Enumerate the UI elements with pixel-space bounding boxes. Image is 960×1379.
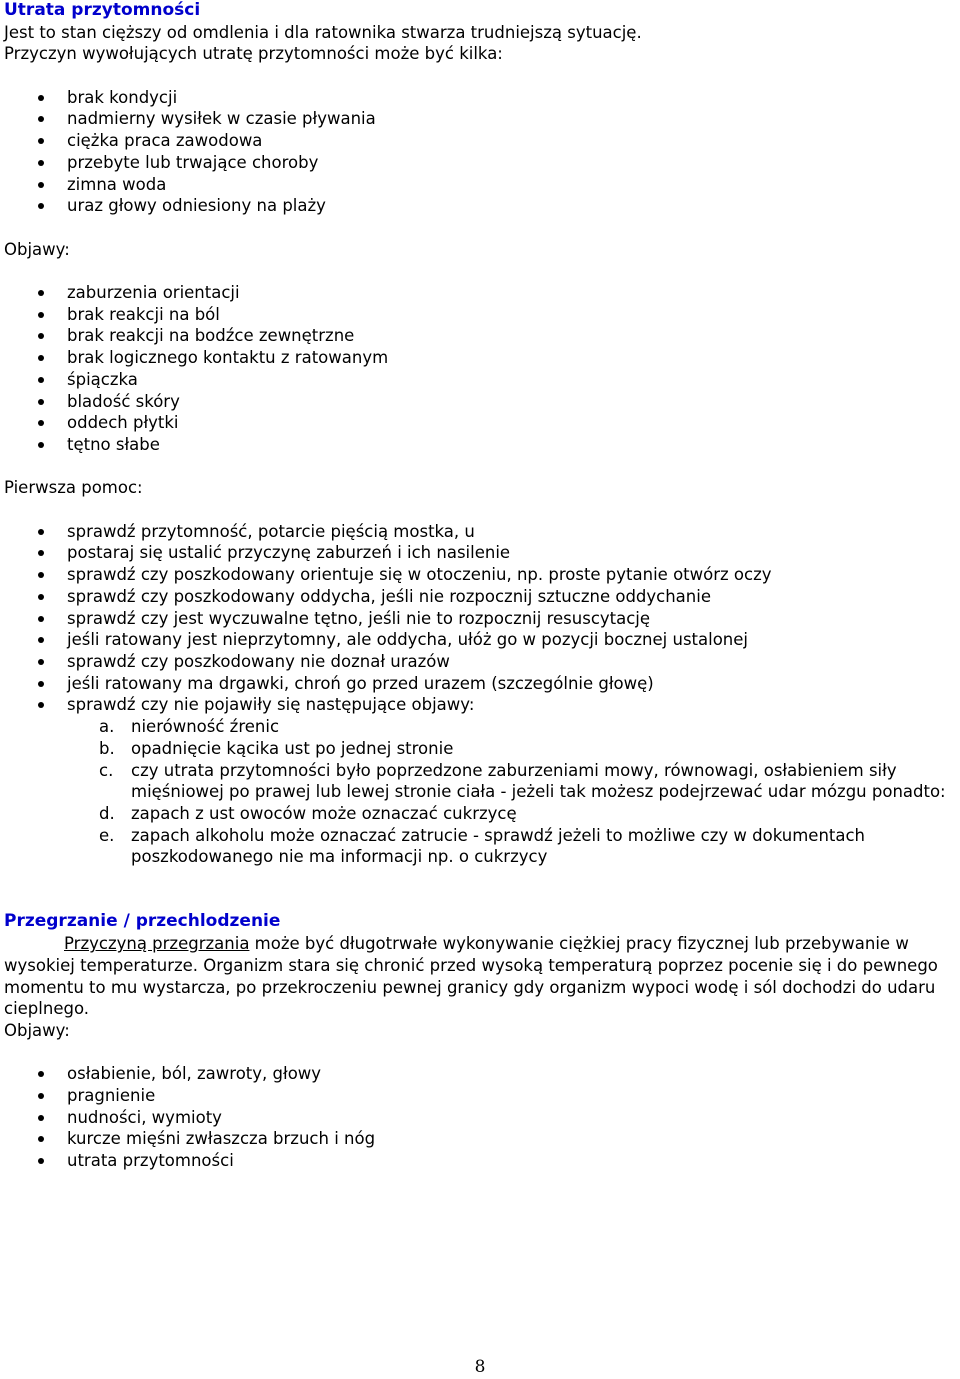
- causes-list: [4, 87, 960, 217]
- sublist-item: [4, 738, 960, 760]
- list-item: sprawdź czy jest wyczuwalne tętno, jeśli nie to rozpocznij resuscytację: [4, 608, 960, 630]
- intro-line-1: Jest to stan cięższy od omdlenia i dla ratownika stwarza trudniejszą sytuację.: [4, 22, 642, 42]
- list-item: utrata przytomności: [4, 1150, 960, 1172]
- section-title-przegrzanie: Przegrzanie / przechlodzenie: [4, 911, 281, 932]
- list-item: pragnienie: [4, 1085, 960, 1107]
- item-text: opadnięcie kącika ust po jednej stronie: [131, 738, 454, 758]
- item-letter: a.: [99, 717, 115, 737]
- list-item: zaburzenia orientacji: [4, 282, 960, 304]
- list-item: sprawdź czy poszkodowany nie doznał urazów: [4, 651, 960, 673]
- list-item: brak kondycji: [4, 87, 960, 109]
- underlined-term: Przyczyną przegrzania: [64, 934, 250, 954]
- item-text: nierówność źrenic: [131, 717, 280, 737]
- sublist-item: [4, 716, 960, 738]
- sublist-item: [4, 825, 960, 868]
- list-item: sprawdź czy nie pojawiły się następujące objawy:: [4, 694, 960, 716]
- list-item: ciężka praca zawodowa: [4, 130, 960, 152]
- symptoms-sublist: [4, 716, 960, 868]
- sublist-item: [4, 803, 960, 825]
- first-aid-list: [4, 521, 960, 716]
- list-item: sprawdź czy poszkodowany oddycha, jeśli nie rozpocznij sztuczne oddychanie: [4, 586, 960, 608]
- section-title-utrata: Utrata przytomności: [4, 0, 201, 20]
- list-item: jeśli ratowany jest nieprzytomny, ale oddycha, ułóż go w pozycji bocznej ustalonej: [4, 629, 960, 651]
- item-letter: c.: [99, 760, 114, 780]
- list-item: postaraj się ustalić przyczynę zaburzeń i ich nasilenie: [4, 542, 960, 564]
- list-item: brak reakcji na bodźce zewnętrzne: [4, 325, 960, 347]
- item-text: zapach z ust owoców może oznaczać cukrzycę: [131, 803, 517, 823]
- item-text: zapach alkoholu może oznaczać zatrucie - sprawdź jeżeli to możliwe czy w dokumentach poszkodowanego nie ma informacji np. o cukrzycy: [131, 825, 866, 867]
- symptoms-list: [4, 282, 960, 456]
- list-item: sprawdź czy poszkodowany orientuje się w otoczeniu, np. proste pytanie otwórz oczy: [4, 564, 960, 586]
- item-text: czy utrata przytomności było poprzedzone zaburzeniami mowy, równowagi, osłabieniem siły mięśniowej po prawej lub lewej stronie ciała - jeżeli tak możesz podejrzewać udar mózgu ponadto:: [131, 760, 946, 802]
- item-letter: e.: [99, 825, 115, 845]
- list-item: oddech płytki: [4, 412, 960, 434]
- list-item: jeśli ratowany ma drgawki, chroń go przed urazem (szczególnie głowę): [4, 673, 960, 695]
- document-page: [4, 0, 960, 1172]
- page-number: 8: [474, 1357, 486, 1377]
- heat-paragraph: [4, 933, 960, 1020]
- list-item: zimna woda: [4, 174, 960, 196]
- list-item: nadmierny wysiłek w czasie pływania: [4, 108, 960, 130]
- symptoms-label: Objawy:: [4, 1020, 70, 1040]
- list-item: tętno słabe: [4, 434, 960, 456]
- list-item: uraz głowy odniesiony na plaży: [4, 195, 960, 217]
- list-item: kurcze mięśni zwłaszcza brzuch i nóg: [4, 1128, 960, 1150]
- list-item: brak logicznego kontaktu z ratowanym: [4, 347, 960, 369]
- first-aid-label: Pierwsza pomoc:: [4, 478, 143, 498]
- list-item: bladość skóry: [4, 391, 960, 413]
- list-item: śpiączka: [4, 369, 960, 391]
- intro-line-2: Przyczyn wywołujących utratę przytomności może być kilka:: [4, 44, 503, 64]
- symptoms-label: Objawy:: [4, 239, 70, 259]
- list-item: nudności, wymioty: [4, 1107, 960, 1129]
- item-letter: b.: [99, 738, 115, 758]
- list-item: przebyte lub trwające choroby: [4, 152, 960, 174]
- list-item: brak reakcji na ból: [4, 304, 960, 326]
- item-letter: d.: [99, 803, 115, 823]
- sublist-item: [4, 760, 960, 803]
- paragraph-text: może być długotrwałe wykonywanie ciężkiej pracy fizycznej lub przebywanie w wysokiej temperaturze. Organizm stara się chronić przed wysoką temperaturą poprzez pocenie się i do pewnego momentu to mu wystarcza, po przekroczeniu pewnej granicy gdy organizm wypoci wodę i sól dochodzi do udaru cieplnego.: [4, 934, 938, 1019]
- list-item: sprawdź przytomność, potarcie pięścią mostka, u: [4, 521, 960, 543]
- heat-symptoms-list: [4, 1063, 960, 1172]
- list-item: osłabienie, ból, zawroty, głowy: [4, 1063, 960, 1085]
